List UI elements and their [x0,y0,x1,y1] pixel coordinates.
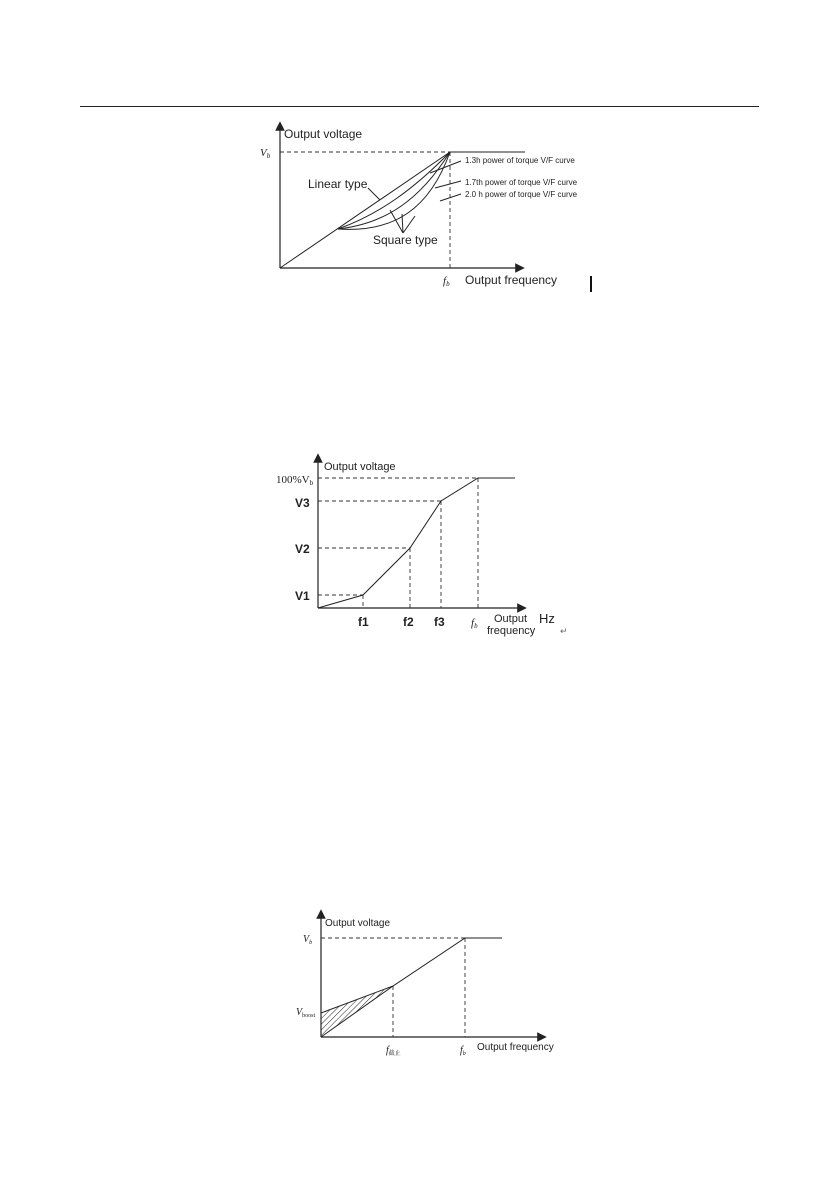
fcut-label: $f_{截止}$ [386,1045,401,1057]
x-label-frequency: frequency [487,625,536,637]
vb-label: $V_b$ [303,934,313,946]
y-axis-label: Output voltage [324,461,396,473]
header-rule [80,106,759,107]
leader-square-c [403,216,415,233]
f1-label: f1 [358,615,369,629]
leader-17 [435,181,461,188]
square-type-label: Square type [373,233,438,247]
leader-linear [368,188,380,200]
v3-label: V3 [295,496,310,510]
v1-label: V1 [295,589,310,603]
fb-label: $f_b$ [460,1045,466,1057]
leader-20 [440,194,461,201]
hz-label: Hz [539,611,555,626]
v2-label: V2 [295,542,310,556]
x-label-output: Output [494,613,528,625]
figure-torque-boost [290,908,560,1058]
linear-curve [280,152,450,268]
boost-curve [321,938,502,1013]
curve-20-label: 2.0 h power of torque V/F curve [465,190,578,199]
text-cursor [590,276,592,292]
fb-label: fb [443,275,450,288]
vf-polyline [318,478,515,608]
fb-label: fb [471,617,478,630]
f2-label: f2 [403,615,414,629]
figure-vf-curves-torque [230,118,630,298]
paragraph-mark-icon: ↵ [560,626,568,636]
x-axis-label: Output frequency [465,273,558,287]
curve-17-label: 1.7th power of torque V/F curve [465,178,578,187]
linear-type-label: Linear type [308,177,368,191]
f3-label: f3 [434,615,445,629]
curve-13-label: 1.3h power of torque V/F curve [465,156,575,165]
x-axis-label: Output frequency [477,1042,554,1053]
vb-label: 100%Vb [276,474,314,487]
leader-square-b [402,214,403,233]
y-axis-label: Output voltage [284,127,363,141]
vb-label: Vb [260,147,271,160]
vboost-label: $V_{boost}$ [296,1007,316,1019]
y-axis-label: Output voltage [325,918,391,929]
figure-multipoint-vf [270,452,580,652]
